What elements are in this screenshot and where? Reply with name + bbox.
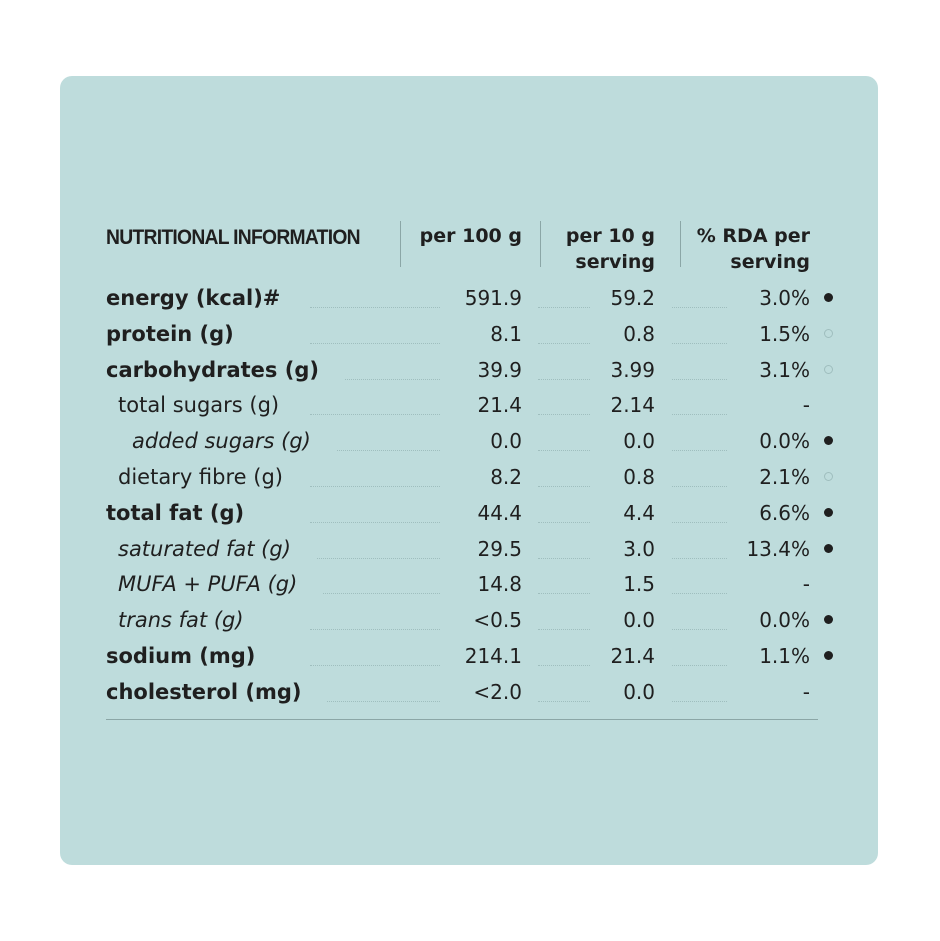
table-row: [60, 495, 878, 531]
nutrient-label: sodium (mg): [106, 644, 256, 668]
rda-value: -: [802, 393, 810, 418]
rda-value: 3.0%: [759, 286, 810, 310]
header-divider: [680, 221, 681, 267]
perserving-value: 0.0: [623, 429, 655, 454]
per100-value: 21.4: [477, 393, 522, 418]
perserving-value: 3.0: [623, 536, 655, 561]
nutrient-label: saturated fat (g): [118, 536, 291, 561]
leader-dots: [538, 522, 590, 523]
table-row: [60, 638, 878, 674]
nutrient-label: dietary fibre (g): [118, 465, 283, 489]
leader-dots: [310, 486, 440, 487]
per100-value: <0.5: [473, 608, 522, 633]
perserving-value: 3.99: [610, 357, 655, 382]
leader-dots: [672, 665, 727, 666]
rda-value: -: [802, 679, 810, 704]
nutrient-label: total fat (g): [106, 500, 245, 525]
perserving-value: 0.8: [623, 321, 655, 346]
rda-marker-icon: [824, 436, 833, 445]
col-per100-header: per 100 g: [419, 225, 522, 247]
perserving-value: 21.4: [610, 644, 655, 668]
nutrition-card: [60, 76, 878, 865]
leader-dots: [538, 665, 590, 666]
nutrient-label: total sugars (g): [118, 393, 280, 418]
perserving-value: 0.0: [623, 679, 655, 704]
table-row: [60, 387, 878, 423]
nutrient-label: carbohydrates (g): [106, 357, 319, 382]
leader-dots: [672, 450, 727, 451]
nutrient-label: added sugars (g): [132, 429, 311, 454]
leader-dots: [317, 558, 440, 559]
perserving-value: 1.5: [623, 572, 655, 597]
leader-dots: [310, 665, 440, 666]
per100-value: 14.8: [477, 572, 522, 597]
per100-value: 8.2: [490, 465, 522, 489]
leader-dots: [672, 486, 727, 487]
rda-value: 1.5%: [759, 321, 810, 346]
leader-dots: [672, 522, 727, 523]
leader-dots: [672, 414, 727, 415]
nutrient-label: protein (g): [106, 321, 234, 346]
nutrient-label: cholesterol (mg): [106, 679, 302, 704]
per100-value: 591.9: [464, 286, 522, 310]
leader-dots: [310, 343, 440, 344]
rda-marker-icon: [824, 651, 833, 660]
leader-dots: [672, 701, 727, 702]
rda-value: -: [802, 572, 810, 597]
rda-value: 0.0%: [759, 608, 810, 633]
rda-value: 2.1%: [759, 465, 810, 489]
per100-value: 44.4: [477, 500, 522, 525]
per100-value: 29.5: [477, 536, 522, 561]
nutrient-label: energy (kcal)#: [106, 286, 281, 310]
rda-value: 13.4%: [746, 536, 810, 561]
table-row: [60, 674, 878, 710]
table-row: [60, 280, 878, 316]
table-title: NUTRITIONAL INFORMATION: [106, 226, 360, 249]
leader-dots: [538, 701, 590, 702]
nutrient-label: MUFA + PUFA (g): [118, 572, 298, 597]
rda-value: 6.6%: [759, 500, 810, 525]
leader-dots: [538, 343, 590, 344]
table-row: [60, 566, 878, 602]
per100-value: <2.0: [473, 679, 522, 704]
leader-dots: [310, 307, 440, 308]
per100-value: 39.9: [477, 357, 522, 382]
leader-dots: [323, 593, 440, 594]
leader-dots: [538, 593, 590, 594]
leader-dots: [538, 486, 590, 487]
perserving-value: 0.8: [623, 465, 655, 489]
leader-dots: [672, 593, 727, 594]
per100-value: 8.1: [490, 321, 522, 346]
leader-dots: [310, 522, 440, 523]
leader-dots: [672, 629, 727, 630]
table-row: [60, 602, 878, 638]
rda-value: 0.0%: [759, 429, 810, 454]
rda-marker-icon: [824, 544, 833, 553]
table-row: [60, 531, 878, 567]
rda-value: 3.1%: [759, 357, 810, 382]
rda-marker-icon: [824, 508, 833, 517]
table-row: [60, 459, 878, 495]
rda-marker-icon: [824, 615, 833, 624]
table-row: [60, 316, 878, 352]
rda-marker-icon: [824, 293, 833, 302]
leader-dots: [538, 379, 590, 380]
header-divider: [400, 221, 401, 267]
rda-marker-icon: [824, 329, 833, 338]
leader-dots: [538, 307, 590, 308]
leader-dots: [672, 379, 727, 380]
perserving-value: 59.2: [610, 286, 655, 310]
leader-dots: [337, 450, 440, 451]
col-rda-header: % RDA per serving: [696, 225, 810, 273]
leader-dots: [672, 307, 727, 308]
per100-value: 214.1: [464, 644, 522, 668]
leader-dots: [310, 629, 440, 630]
nutrient-label: trans fat (g): [118, 608, 244, 633]
per100-value: 0.0: [490, 429, 522, 454]
table-bottom-rule: [106, 719, 818, 720]
leader-dots: [327, 701, 440, 702]
perserving-value: 4.4: [623, 500, 655, 525]
leader-dots: [538, 629, 590, 630]
rda-marker-icon: [824, 365, 833, 374]
rda-marker-icon: [824, 472, 833, 481]
header-divider: [540, 221, 541, 267]
leader-dots: [345, 379, 440, 380]
leader-dots: [538, 558, 590, 559]
table-row: [60, 423, 878, 459]
rda-value: 1.1%: [759, 644, 810, 668]
leader-dots: [538, 414, 590, 415]
leader-dots: [538, 450, 590, 451]
leader-dots: [672, 558, 727, 559]
perserving-value: 2.14: [610, 393, 655, 418]
col-perserving-header: per 10 g serving: [565, 225, 655, 273]
leader-dots: [310, 414, 440, 415]
table-row: [60, 352, 878, 388]
perserving-value: 0.0: [623, 608, 655, 633]
leader-dots: [672, 343, 727, 344]
